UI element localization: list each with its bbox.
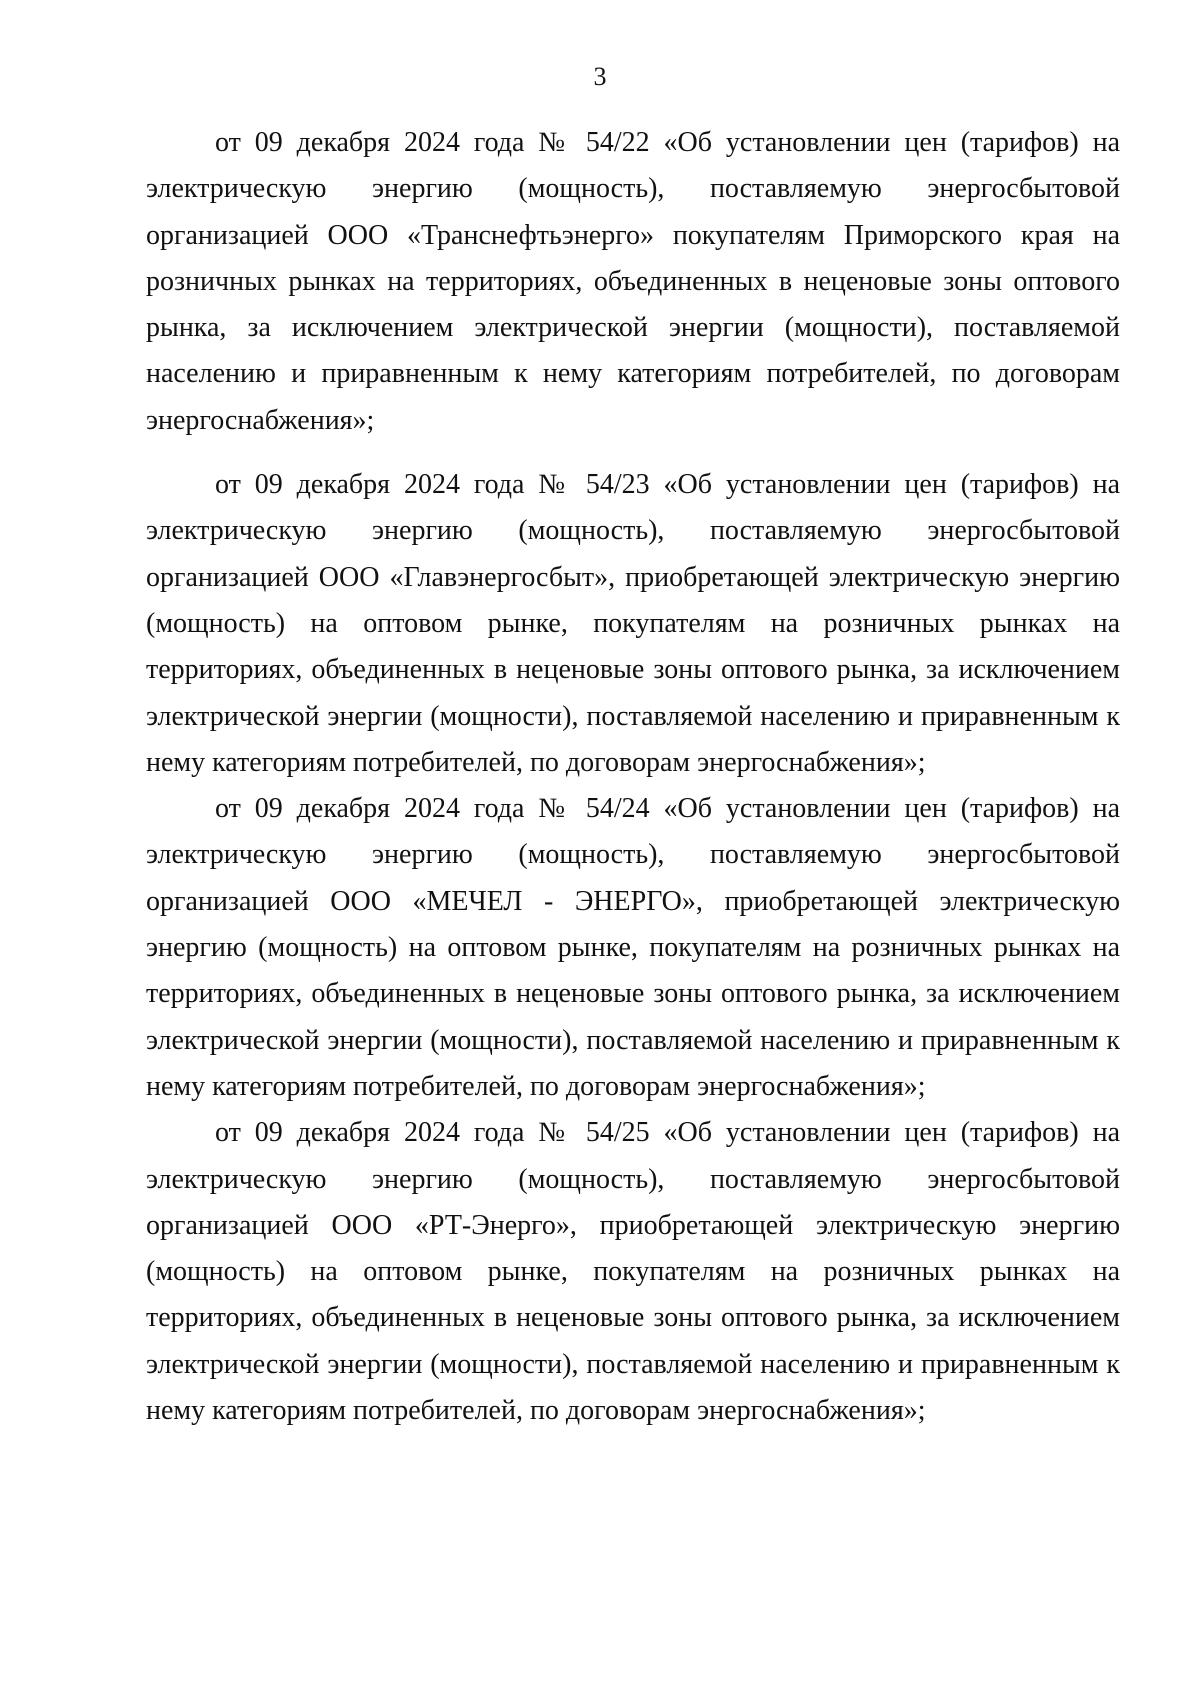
paragraph-resolution-54-22: от 09 декабря 2024 года № 54/22 «Об установлении цен (тарифов) на электрическую энергию (мощность), поставляемую энергосбытовой организацией ООО «Транснефтьэнерго» покупателям Приморского края на розничных рынках на территориях, объединенных в неценовые зоны оптового рынка, за исключением электрической энергии (мощности), поставляемой населению и приравненным к нему категориям потребителей, по договорам энергоснабжения»; bbox=[146, 127, 1120, 436]
paragraph-resolution-54-25: от 09 декабря 2024 года № 54/25 «Об установлении цен (тарифов) на электрическую энергию (мощность), поставляемую энергосбытовой организацией ООО «РТ-Энерго», приобретающей электрическую энергию (мощность) на оптовом рынке, покупателям на розничных рынках на территориях, объединенных в неценовые зоны оптового рынка, за исключением электрической энергии (мощности), поставляемой населению и приравненным к нему категориям потребителей, по договорам энергоснабжения»; bbox=[146, 1117, 1120, 1427]
document-body bbox=[146, 120, 1120, 1434]
paragraph-resolution-54-23: от 09 декабря 2024 года № 54/23 «Об установлении цен (тарифов) на электрическую энергию (мощность), поставляемую энергосбытовой организацией ООО «Главэнергосбыт», приобретающей электрическую энергию (мощность) на оптовом рынке, покупателям на розничных рынках на территориях, объединенных в неценовые зоны оптового рынка, за исключением электрической энергии (мощности), поставляемой населению и приравненным к нему категориям потребителей, по договорам энергоснабжения»; bbox=[146, 469, 1120, 778]
paragraph-resolution-54-24: от 09 декабря 2024 года № 54/24 «Об установлении цен (тарифов) на электрическую энергию (мощность), поставляемую энергосбытовой организацией ООО «МЕЧЕЛ - ЭНЕРГО», приобретающей электрическую энергию (мощность) на оптовом рынке, покупателям на розничных рынках на территориях, объединенных в неценовые зоны оптового рынка, за исключением электрической энергии (мощности), поставляемой населению и приравненным к нему категориям потребителей, по договорам энергоснабжения»; bbox=[146, 793, 1120, 1102]
page-number: 3 bbox=[593, 62, 607, 91]
